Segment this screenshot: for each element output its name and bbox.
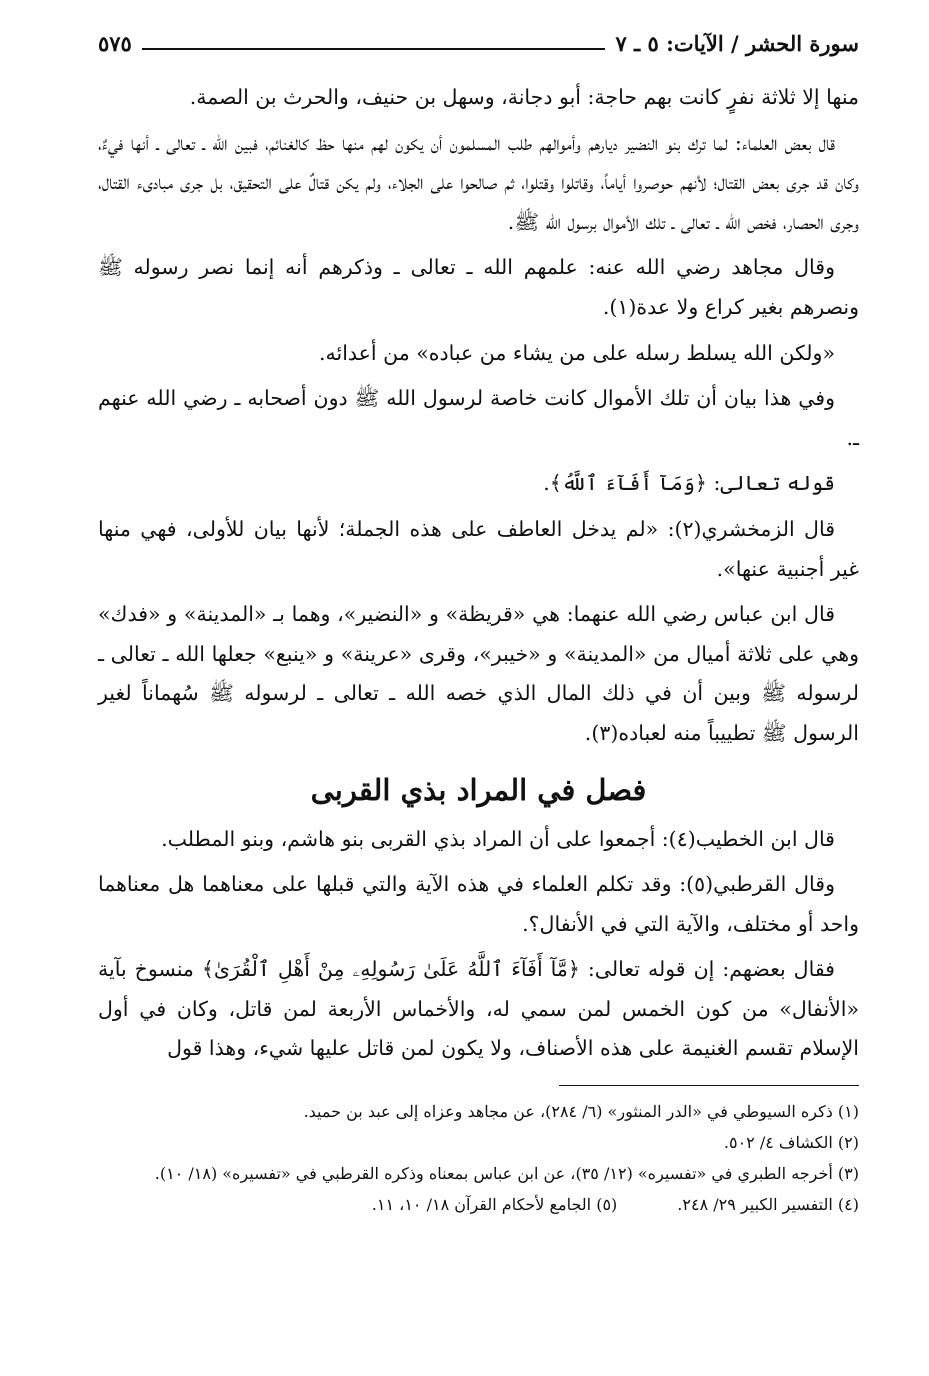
header-rule <box>142 48 606 50</box>
paragraph: «ولكن الله يسلط رسله على من يشاء من عباده» من أعدائه. <box>318 340 835 365</box>
footnotes <box>98 1096 859 1220</box>
paragraph: وقال القرطبي(٥): وقد تكلم العلماء في هذه الآية والتي قبلها على معناهما هل معناهما واحد أو مختلف، والآية التي في الأنفال؟. <box>98 872 859 936</box>
main-text <box>98 78 859 1069</box>
paragraph: قال الزمخشري(٢): «لم يدخل العاطف على هذه الجملة؛ لأنها بيان للأولى، فهي منها غير أجنبية عنها». <box>98 516 859 581</box>
page-header <box>98 22 859 56</box>
footnote-separator <box>559 1085 859 1086</box>
paragraph: وقال مجاهد رضي الله عنه: علمهم الله ـ تعالى ـ وذكرهم أنه إنما نصر رسوله ﷺ ونصرهم بغير كراع ولا عدة(١). <box>98 255 859 319</box>
page-number: ٥٧٥ <box>98 31 132 56</box>
running-title: سورة الحشر / الآيات: ٥ ـ ٧ <box>615 31 859 56</box>
paragraph: قال ابن الخطيب(٤): أجمعوا على أن المراد بذي القربى بنو هاشم، وبنو المطلب. <box>161 826 835 851</box>
footnote: (٤) التفسير الكبير ٢٩/ ٢٤٨. <box>677 1195 859 1215</box>
footnote: (١) ذكره السيوطي في «الدر المنثور» (٦/ ٢٨٤)، عن مجاهد وعزاه إلى عبد بن حميد. <box>303 1102 859 1122</box>
paragraph: وفي هذا بيان أن تلك الأموال كانت خاصة لرسول الله ﷺ دون أصحابه ـ رضي الله عنهم ـ. <box>98 386 859 450</box>
paragraph: قال بعض العلماء: لما ترك بنو النضير ديارهم وأموالهم طلب المسلمون أن يكون لهم منها حظ كالغنائم، فبين الله ـ تعالى ـ أنها فيءٌ، وكان قد جرى بعض القتال؛ لأنهم حوصروا أياماً، وقاتلوا وقتلوا، ثم صالحوا على الجلاء، ولم يكن قتالٌ على التحقيق، بل جرى مبادىء القتال، وجرى الحصار، فخص الله ـ تعالى ـ تلك الأموال برسول الله ﷺ. <box>98 130 859 234</box>
footnote: (٢) الكشاف ٤/ ٥٠٢. <box>723 1133 859 1153</box>
section-heading: فصل في المراد بذي القربى <box>310 772 647 807</box>
paragraph: قوله تعالى: ﴿وَمَآ أَفَآءَ ٱللَّهُ﴾. <box>543 471 835 496</box>
paragraph: قال ابن عباس رضي الله عنهما: هي «قريظة» و «النضير»، وهما بـ «المدينة» و «فدك» وهي على ثلاثة أميال من «المدينة» و «خيبر»، وقرى «عرينة» و «ينبع» جعلها الله ـ تعالى ـ لرسوله ﷺ وبين أن في ذلك المال الذي خصه الله ـ تعالى ـ لرسوله ﷺ سُهماناً لغير الرسول ﷺ تطييباً منه لعباده(٣). <box>98 602 859 745</box>
footnote-row <box>98 1189 859 1220</box>
footnote: (٣) أخرجه الطبري في «تفسيره» (١٢/ ٣٥)، عن ابن عباس بمعناه وذكره القرطبي في «تفسيره» (١٨/ ١٠). <box>154 1164 859 1184</box>
footnote: (٥) الجامع لأحكام القرآن ١٨/ ١٠، ١١. <box>371 1195 618 1215</box>
paragraph: منها إلا ثلاثة نفرٍ كانت بهم حاجة: أبو دجانة، وسهل بن حنيف، والحرث بن الصمة. <box>189 85 859 109</box>
paragraph: فقال بعضهم: إن قوله تعالى: ﴿مَّآ أَفَآءَ ٱللَّهُ عَلَىٰ رَسُولِهِۦ مِنْ أَهْلِ ٱلْقُرَىٰ﴾ منسوخ بآية «الأنفال» من كون الخمس لمن سمي له، والأخماس الأربعة لمن قاتل، وكان في أول الإسلام تقسم الغنيمة على هذه الأصناف، ولا يكون لمن قاتل عليها شيء، وهذا قول <box>98 957 859 1061</box>
